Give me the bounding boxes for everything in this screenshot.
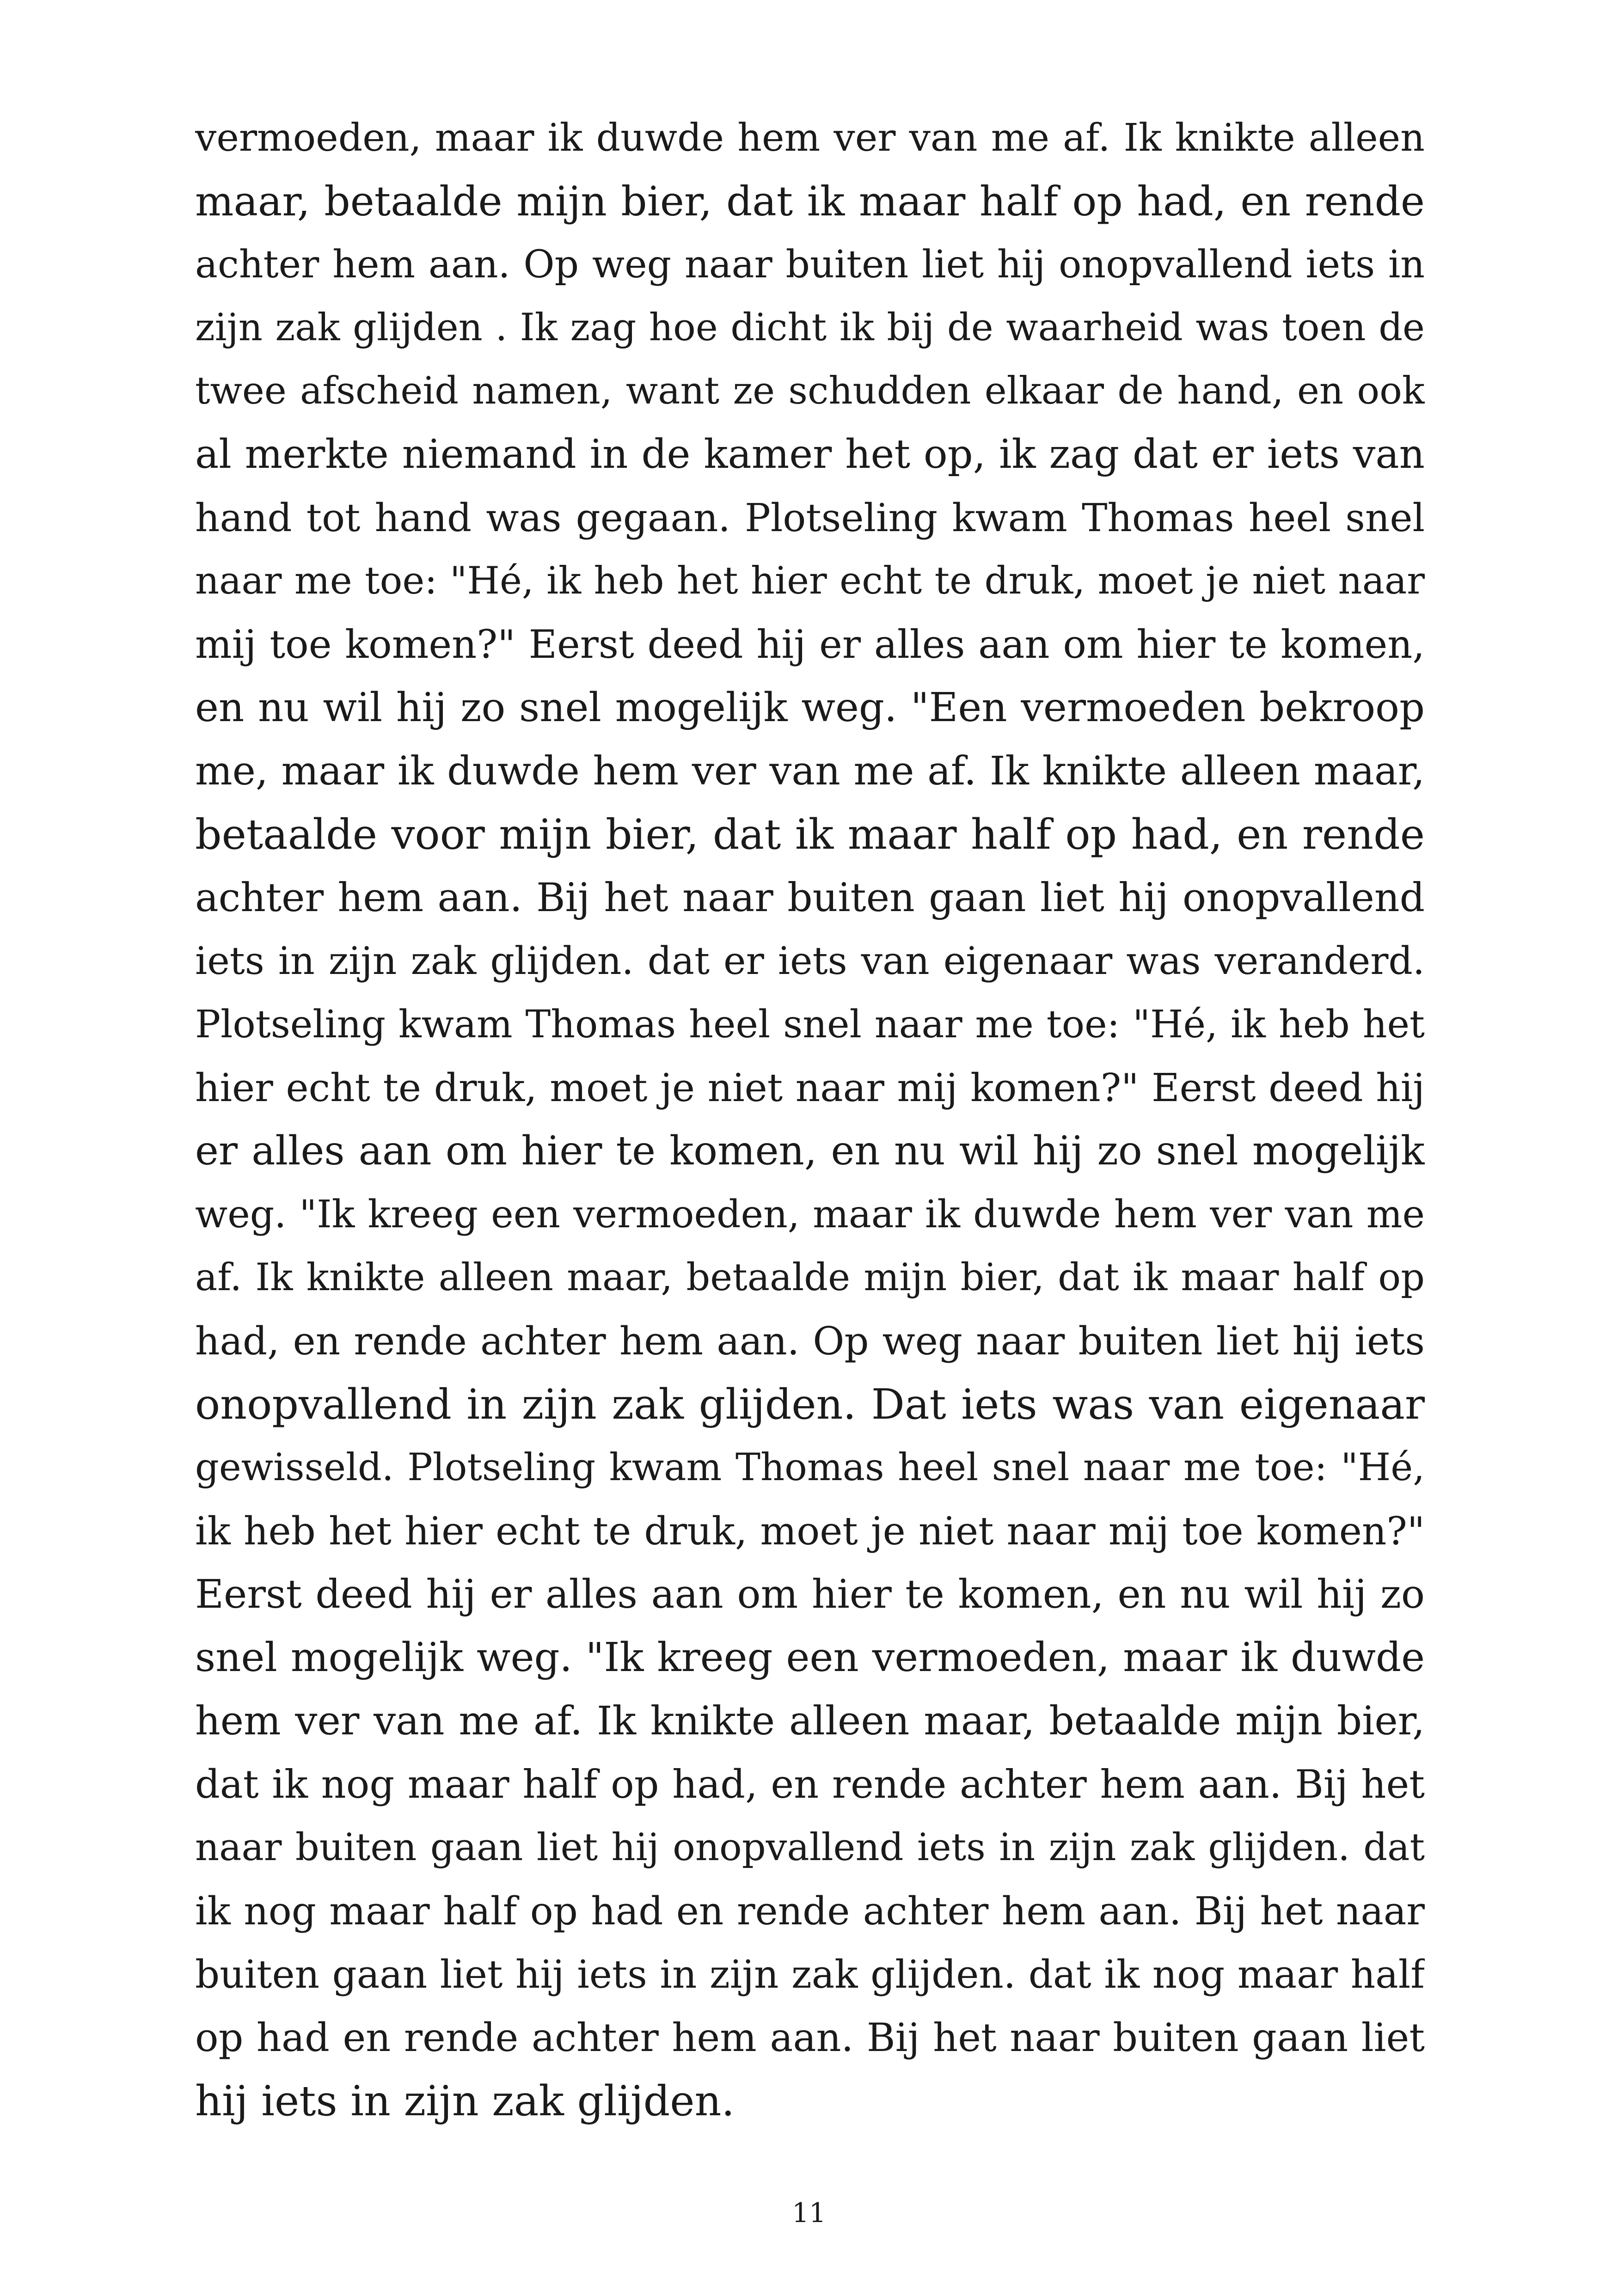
text-line: af. Ik knikte alleen maar, betaalde mijn bier, dat ik maar half op <box>195 1256 1425 1299</box>
text-line: twee afscheid namen, want ze schudden elkaar de hand, en ook <box>195 369 1425 413</box>
text-line: hier echt te druk, moet je niet naar mij komen?" Eerst deed hij <box>195 1065 1425 1110</box>
text-line: onopvallend in zijn zak glijden. Dat iets was van eigenaar <box>195 1380 1425 1429</box>
text-line: zijn zak glijden . Ik zag hoe dicht ik bij de waarheid was toen de <box>195 306 1425 349</box>
text-line: snel mogelijk weg. "Ik kreeg een vermoeden, maar ik duwde <box>195 1635 1425 1681</box>
text-line: Plotseling kwam Thomas heel snel naar me toe: "Hé, ik heb het <box>195 1003 1425 1047</box>
text-line: achter hem aan. Bij het naar buiten gaan liet hij onopvallend <box>195 875 1425 921</box>
text-line: betaalde voor mijn bier, dat ik maar half op had, en rende <box>195 810 1425 859</box>
text-line: hand tot hand was gegaan. Plotseling kwam Thomas heel snel <box>195 496 1425 540</box>
text-line: achter hem aan. Op weg naar buiten liet hij onopvallend iets in <box>195 243 1425 287</box>
text-line: dat ik nog maar half op had, en rende achter hem aan. Bij het <box>195 1762 1425 1807</box>
text-line: buiten gaan liet hij iets in zijn zak glijden. dat ik nog maar half <box>195 1952 1425 1997</box>
text-line: naar buiten gaan liet hij onopvallend iets in zijn zak glijden. dat <box>195 1826 1425 1869</box>
text-line: weg. "Ik kreeg een vermoeden, maar ik duwde hem ver van me <box>195 1193 1425 1237</box>
text-line: er alles aan om hier te komen, en nu wil hij zo snel mogelijk <box>195 1128 1425 1174</box>
text-line: op had en rende achter hem aan. Bij het naar buiten gaan liet <box>195 2015 1425 2060</box>
text-line: iets in zijn zak glijden. dat er iets van eigenaar was veranderd. <box>195 939 1425 983</box>
text-line: gewisseld. Plotseling kwam Thomas heel snel naar me toe: "Hé, <box>195 1446 1425 1489</box>
text-line: hij iets in zijn zak glijden. <box>195 2077 735 2125</box>
text-line: al merkte niemand in de kamer het op, ik zag dat er iets van <box>195 431 1425 478</box>
page-number: 11 <box>792 2197 826 2229</box>
text-line: ik heb het hier echt te druk, moet je niet naar mij toe komen?" <box>195 1509 1425 1554</box>
text-line: me, maar ik duwde hem ver van me af. Ik knikte alleen maar, <box>195 748 1425 794</box>
text-line: Eerst deed hij er alles aan om hier te komen, en nu wil hij zo <box>195 1572 1425 1617</box>
text-line: had, en rende achter hem aan. Op weg naar buiten liet hij iets <box>195 1319 1425 1364</box>
text-line: maar, betaalde mijn bier, dat ik maar half op had, en rende <box>195 178 1425 225</box>
text-line: hem ver van me af. Ik knikte alleen maar, betaalde mijn bier, <box>195 1698 1425 1744</box>
text-line: vermoeden, maar ik duwde hem ver van me af. Ik knikte alleen <box>195 116 1425 160</box>
text-line: ik nog maar half op had en rende achter hem aan. Bij het naar <box>195 1889 1425 1934</box>
body-paragraph <box>195 106 1425 2133</box>
text-line: mij toe komen?" Eerst deed hij er alles aan om hier te komen, <box>195 622 1425 667</box>
text-line: naar me toe: "Hé, ik heb het hier echt te druk, moet je niet naar <box>195 559 1425 603</box>
text-line: en nu wil hij zo snel mogelijk weg. "Een vermoeden bekroop <box>195 685 1425 731</box>
